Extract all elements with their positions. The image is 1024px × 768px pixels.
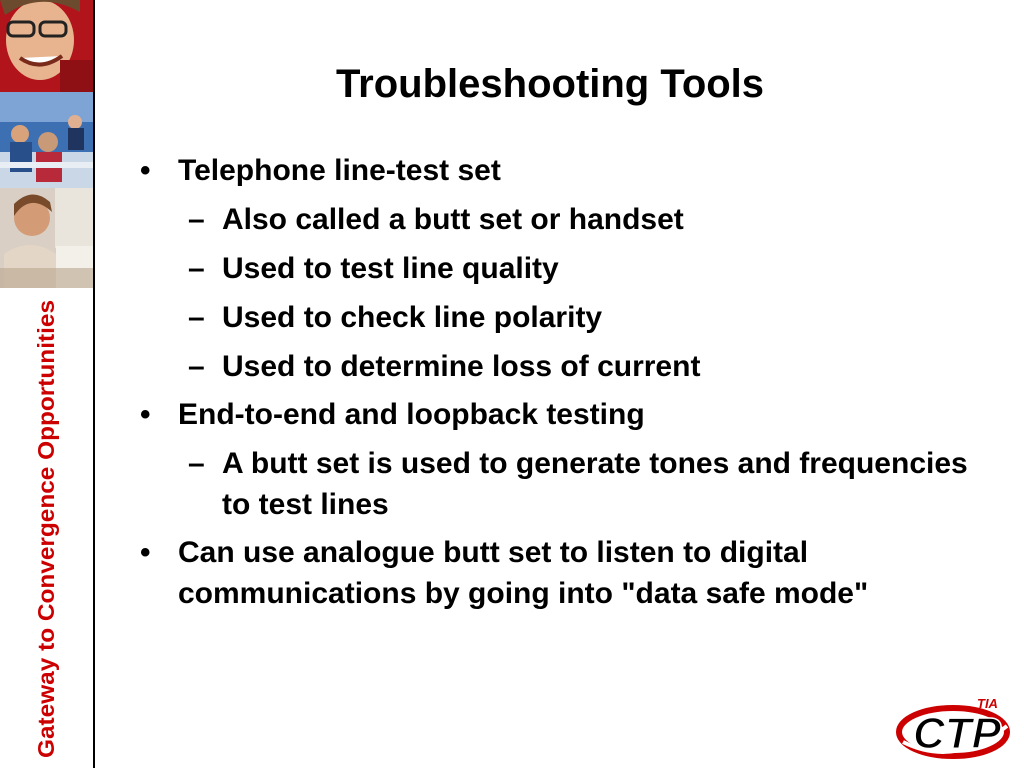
bullet-list — [140, 150, 1000, 614]
slide-title: Troubleshooting Tools — [335, 62, 765, 106]
sub-bullet-item — [140, 248, 1000, 289]
bullet-item — [140, 394, 1000, 435]
sub-bullet-item — [140, 346, 1000, 387]
logo-text: CTP — [913, 709, 1001, 758]
sub-bullet-item — [140, 443, 1000, 525]
logo-super-text: TIA — [977, 696, 998, 711]
bullet-text: Can use analogue butt set to listen to digital communications by going into "data safe mode" — [178, 536, 869, 610]
sub-bullet-dash: – — [188, 350, 205, 383]
photo-woman-at-desk — [0, 188, 93, 288]
bullet-text: End-to-end and loopback testing — [178, 398, 645, 431]
bullet-item — [140, 150, 1000, 191]
bullet-dot: • — [140, 398, 151, 431]
sidebar-vertical-text — [0, 298, 93, 760]
bullet-text: Telephone line-test set — [178, 154, 501, 187]
sub-bullet-item — [140, 199, 1000, 240]
sub-bullet-dash: – — [188, 203, 205, 236]
sub-bullet-text: A butt set is used to generate tones and frequencies to test lines — [222, 447, 968, 521]
sub-bullet-text: Used to determine loss of current — [222, 350, 701, 383]
bullet-item — [140, 532, 1000, 614]
sub-bullet-text: Used to test line quality — [222, 252, 559, 285]
sub-bullet-dash: – — [188, 252, 205, 285]
photo-portrait — [0, 0, 93, 92]
sub-bullet-dash: – — [188, 447, 205, 480]
bullet-dot: • — [140, 536, 151, 569]
bullet-dot: • — [140, 154, 151, 187]
ctp-logo — [895, 690, 1015, 760]
sub-bullet-text: Also called a butt set or handset — [222, 203, 684, 236]
sidebar-vertical-label: Gateway to Convergence Opportunities — [33, 326, 59, 758]
sub-bullet-dash: – — [188, 301, 205, 334]
sub-bullet-text: Used to check line polarity — [222, 301, 603, 334]
sub-bullet-item — [140, 297, 1000, 338]
photo-classroom — [0, 92, 93, 188]
sidebar — [0, 0, 95, 768]
